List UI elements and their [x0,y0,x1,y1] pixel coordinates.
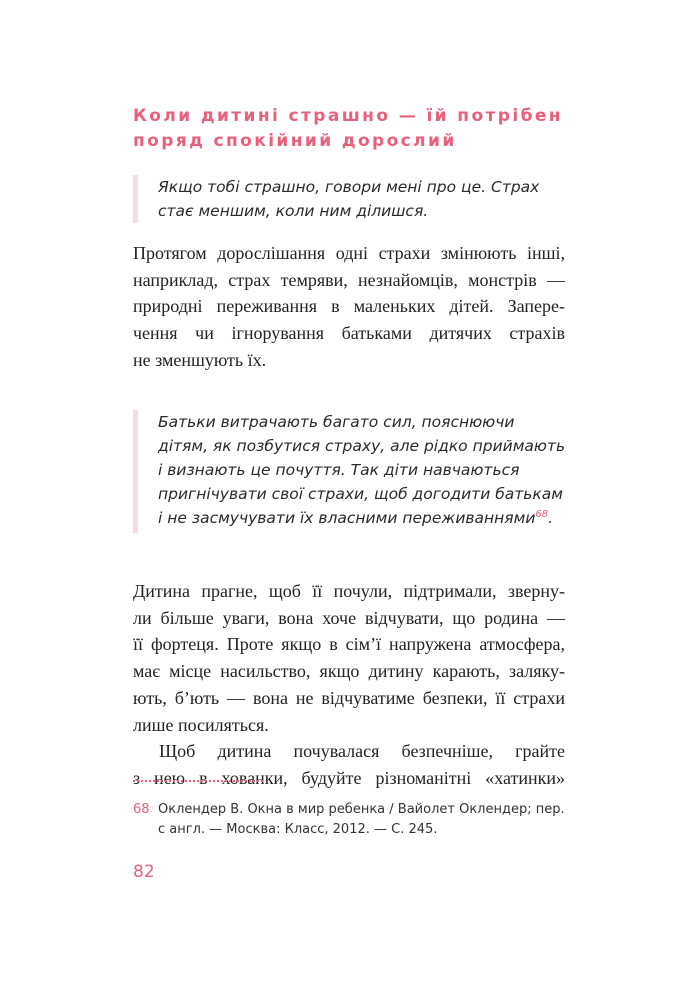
footnote-reference[interactable]: 68 [535,509,549,520]
footnote-text: Оклендер В. Окна в мир ребенка / Вайолет Оклендер; пер. [158,802,565,817]
paragraph-line: Дитина прагне, щоб її почули, підтримали, зверну- [133,581,565,601]
paragraph-line: Щоб дитина почувалася безпечніше, грайте [159,741,565,762]
footnote-divider [133,780,263,782]
page-number: 82 [133,862,155,882]
paragraph-line: наприклад, страх темряви, незнайомців, монстрів — [133,269,565,290]
heading-line: Коли дитині страшно — їй потрібен [133,106,563,126]
paragraph-line: ли більше уваги, вона хоче відчувати, що родина — [133,607,565,628]
epigraph-quote [133,175,568,223]
quote-line-last [158,506,568,533]
paragraph-line: лише посиляться. [133,714,269,735]
quote-line: стає меншим, коли ним ділишся. [158,202,429,220]
cited-quote [133,410,568,533]
body-paragraph [133,240,565,374]
body-paragraph [133,578,565,792]
paragraph-line: з нею в хованки, будуйте різноманітні «хатинки» [133,767,565,788]
quote-line: Якщо тобі страшно, говори мені про це. Страх [158,178,540,196]
paragraph-line: чення чи ігнорування батьками дитячих страхів [133,323,565,344]
quote-line-text: і не засмучувати їх власними переживаннями [158,509,536,527]
quote-end-punct: . [548,509,554,527]
footnote [133,800,565,840]
quote-line: Батьки витрачають багато сил, пояснюючи [158,413,515,431]
paragraph-line: має місце насильство, якщо дитину карають, заляку- [133,661,565,682]
paragraph-line: природні переживання в маленьких дітей. Запере- [133,296,565,317]
paragraph-line: ють, б’ють — вона не відчуватиме безпеки, її страхи [133,687,565,708]
paragraph-line: її фортеця. Проте якщо в сім’ї напружена атмосфера, [133,634,565,655]
footnote-text-continued: с англ. — Москва: Класс, 2012. — С. 245. [158,822,438,837]
paragraph-line: не зменшують їх. [133,349,267,370]
footnote-number: 68 [133,802,150,817]
section-heading [133,104,573,154]
heading-line: поряд спокійний дорослий [133,131,457,151]
quote-line: пригнічувати свої страхи, щоб догодити батькам [158,485,563,503]
paragraph-line: Протягом дорослішання одні страхи змінюють інші, [133,243,565,263]
quote-line: і визнають це почуття. Так діти навчаються [158,461,520,479]
quote-line: дітям, як позбутися страху, але рідко приймають [158,437,566,455]
